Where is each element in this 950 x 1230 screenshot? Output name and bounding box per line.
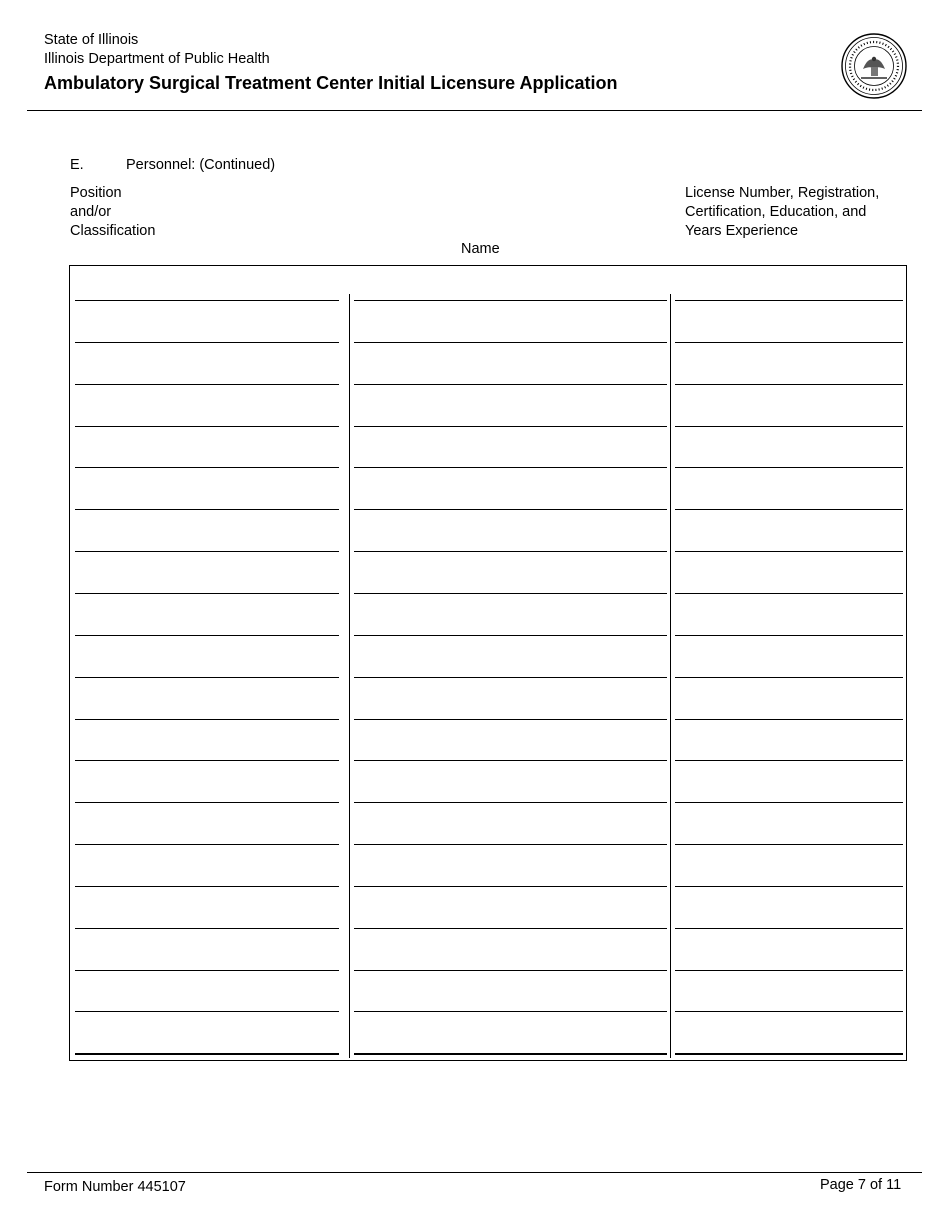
table-row-line[interactable]	[75, 426, 339, 427]
table-row-line[interactable]	[75, 1011, 339, 1012]
column-divider-1	[349, 294, 350, 1058]
table-row-line[interactable]	[354, 300, 667, 301]
table-row-line[interactable]	[675, 593, 903, 594]
col-license-line2: Certification, Education, and	[685, 204, 867, 220]
col-position-line1: Position	[70, 185, 122, 201]
form-title: Ambulatory Surgical Treatment Center Initial Licensure Application	[44, 73, 618, 93]
table-row-line[interactable]	[75, 719, 339, 720]
table-row-line[interactable]	[75, 384, 339, 385]
table-row-line[interactable]	[354, 844, 667, 845]
table-row-line[interactable]	[354, 467, 667, 468]
table-row-line[interactable]	[675, 760, 903, 761]
col-license-line1: License Number, Registration,	[685, 185, 880, 201]
table-row-line[interactable]	[75, 300, 339, 301]
page-number: Page 7 of 11	[820, 1177, 902, 1193]
table-row-line[interactable]	[354, 1011, 667, 1012]
table-row-line[interactable]	[75, 886, 339, 887]
table-row-line[interactable]	[354, 1053, 667, 1055]
table-row-line[interactable]	[675, 551, 903, 552]
table-row-line[interactable]	[675, 1053, 903, 1055]
table-row-line[interactable]	[675, 677, 903, 678]
col-name-header: Name	[461, 241, 500, 257]
table-row-line[interactable]	[354, 384, 667, 385]
table-row-line[interactable]	[75, 593, 339, 594]
state-seal-icon	[841, 33, 907, 99]
table-row-line[interactable]	[75, 760, 339, 761]
table-row-line[interactable]	[75, 635, 339, 636]
table-row-line[interactable]	[75, 928, 339, 929]
col-position-header	[70, 184, 155, 241]
state-name: State of Illinois	[44, 32, 139, 48]
table-row-line[interactable]	[675, 342, 903, 343]
col-license-line3: Years Experience	[685, 223, 799, 239]
table-row-line[interactable]	[354, 635, 667, 636]
table-row-line[interactable]	[75, 677, 339, 678]
personnel-table	[69, 265, 907, 1061]
table-row-line[interactable]	[675, 844, 903, 845]
table-row-line[interactable]	[675, 970, 903, 971]
table-row-line[interactable]	[354, 886, 667, 887]
table-row-line[interactable]	[354, 970, 667, 971]
table-row-line[interactable]	[354, 342, 667, 343]
table-row-line[interactable]	[675, 1011, 903, 1012]
footer-divider	[27, 1172, 922, 1173]
column-divider-2	[670, 294, 671, 1058]
table-row-line[interactable]	[75, 551, 339, 552]
table-row-line[interactable]	[675, 300, 903, 301]
col-position-line3: Classification	[70, 223, 156, 239]
table-row-line[interactable]	[675, 384, 903, 385]
table-row-line[interactable]	[75, 467, 339, 468]
table-row-line[interactable]	[675, 509, 903, 510]
table-row-line[interactable]	[354, 760, 667, 761]
col-license-header	[685, 184, 879, 241]
table-row-line[interactable]	[75, 509, 339, 510]
table-row-line[interactable]	[75, 802, 339, 803]
table-row-line[interactable]	[354, 719, 667, 720]
table-row-line[interactable]	[354, 551, 667, 552]
table-row-line[interactable]	[354, 426, 667, 427]
table-row-line[interactable]	[75, 1053, 339, 1055]
table-row-line[interactable]	[675, 886, 903, 887]
header-divider	[27, 110, 922, 111]
table-row-line[interactable]	[675, 426, 903, 427]
table-row-line[interactable]	[675, 802, 903, 803]
table-row-line[interactable]	[354, 802, 667, 803]
table-row-line[interactable]	[75, 844, 339, 845]
table-row-line[interactable]	[675, 635, 903, 636]
table-row-line[interactable]	[354, 593, 667, 594]
section-letter: E.	[70, 157, 84, 173]
table-row-line[interactable]	[675, 719, 903, 720]
table-row-line[interactable]	[75, 342, 339, 343]
table-row-line[interactable]	[675, 928, 903, 929]
col-position-line2: and/or	[70, 204, 112, 220]
form-number: Form Number 445107	[44, 1179, 186, 1195]
table-row-line[interactable]	[354, 509, 667, 510]
table-row-line[interactable]	[354, 928, 667, 929]
department-name: Illinois Department of Public Health	[44, 51, 270, 67]
section-title: Personnel: (Continued)	[126, 157, 276, 173]
table-row-line[interactable]	[75, 970, 339, 971]
table-row-line[interactable]	[675, 467, 903, 468]
table-row-line[interactable]	[354, 677, 667, 678]
